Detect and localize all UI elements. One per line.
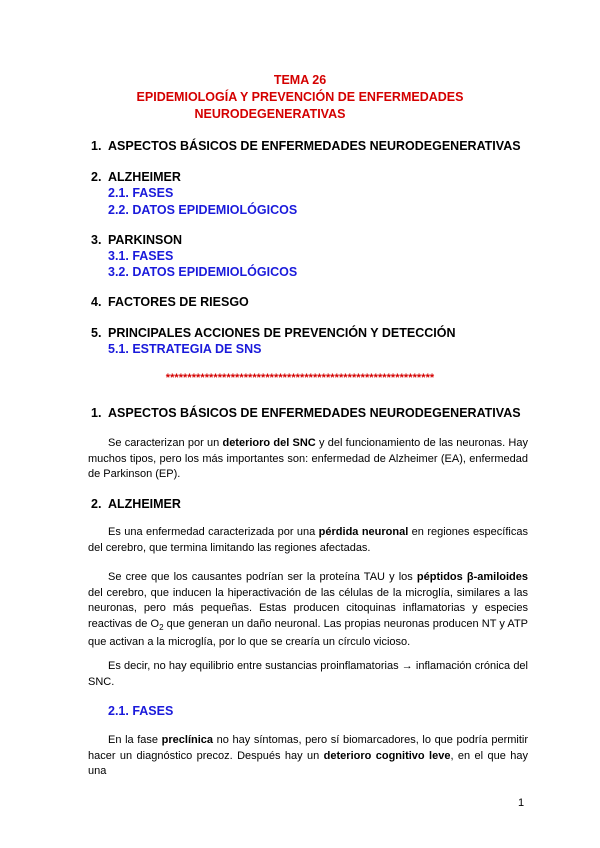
section-1-paragraph: Se caracterizan por un deterioro del SNC y del funcionamiento de las neuronas. Hay muchos tipos, pero los más importantes son: enfermedad de Alzheimer (EA), enfermedad de Parkinson (EP). [88, 437, 528, 480]
separator-line: ************************************************************** [165, 372, 435, 384]
index-item-1: 1. ASPECTOS BÁSICOS DE ENFERMEDADES NEURODEGENERATIVAS [91, 139, 521, 153]
section-2-paragraph-1: Es una enfermedad caracterizada por una pérdida neuronal en regiones específicas del cerebro, que termina limitando las regiones afectadas. [88, 526, 528, 554]
index-item-4: 4. FACTORES DE RIESGO [91, 295, 249, 309]
index-item-5: 5. PRINCIPALES ACCIONES DE PREVENCIÓN Y DETECCIÓN [91, 326, 456, 340]
section-1-heading: 1. ASPECTOS BÁSICOS DE ENFERMEDADES NEURODEGENERATIVAS [91, 406, 521, 420]
section-2-1-paragraph: En la fase preclínica no hay síntomas, pero sí biomarcadores, lo que podría permitir hacer un diagnóstico precoz. Después hay un deterioro cognitivo leve, en el que hay una [88, 734, 529, 777]
section-2-heading: 2. ALZHEIMER [91, 497, 181, 511]
index-item-5-1: 5.1. ESTRATEGIA DE SNS [108, 342, 262, 356]
index-item-2-1: 2.1. FASES [108, 186, 174, 200]
index-item-3: 3. PARKINSON [91, 233, 183, 247]
index-item-3-1: 3.1. FASES [108, 249, 174, 263]
index-item-3-2: 3.2. DATOS EPIDEMIOLÓGICOS [108, 265, 298, 279]
document-title-line1: TEMA 26 [273, 73, 327, 87]
index-item-2-2: 2.2. DATOS EPIDEMIOLÓGICOS [108, 203, 298, 217]
document-title-line2: EPIDEMIOLOGÍA Y PREVENCIÓN DE ENFERMEDADES [136, 90, 464, 104]
index-item-2: 2. ALZHEIMER [91, 170, 181, 184]
section-2-paragraph-3: Es decir, no hay equilibrio entre sustancias proinflamatorias → inflamación crónica del SNC. [88, 660, 528, 688]
document-title-line3: NEURODEGENERATIVAS [194, 107, 346, 121]
section-2-paragraph-2: Se cree que los causantes podrían ser la proteína TAU y los péptidos β-amiloides del cerebro, que inducen la hiperactivación de las células de la microglía, similares a las neuronas, pero más pequeñas. Estas producen citoquinas inflamatorias y especies reactivas de $O_2$ que generan un daño neuronal. Las propias neuronas producen NT y ATP que activan a la microglía, por lo que se crearía un círculo vicioso. [88, 571, 528, 649]
page-number: 1 [518, 797, 525, 809]
section-2-1-heading: 2.1. FASES [108, 704, 174, 718]
